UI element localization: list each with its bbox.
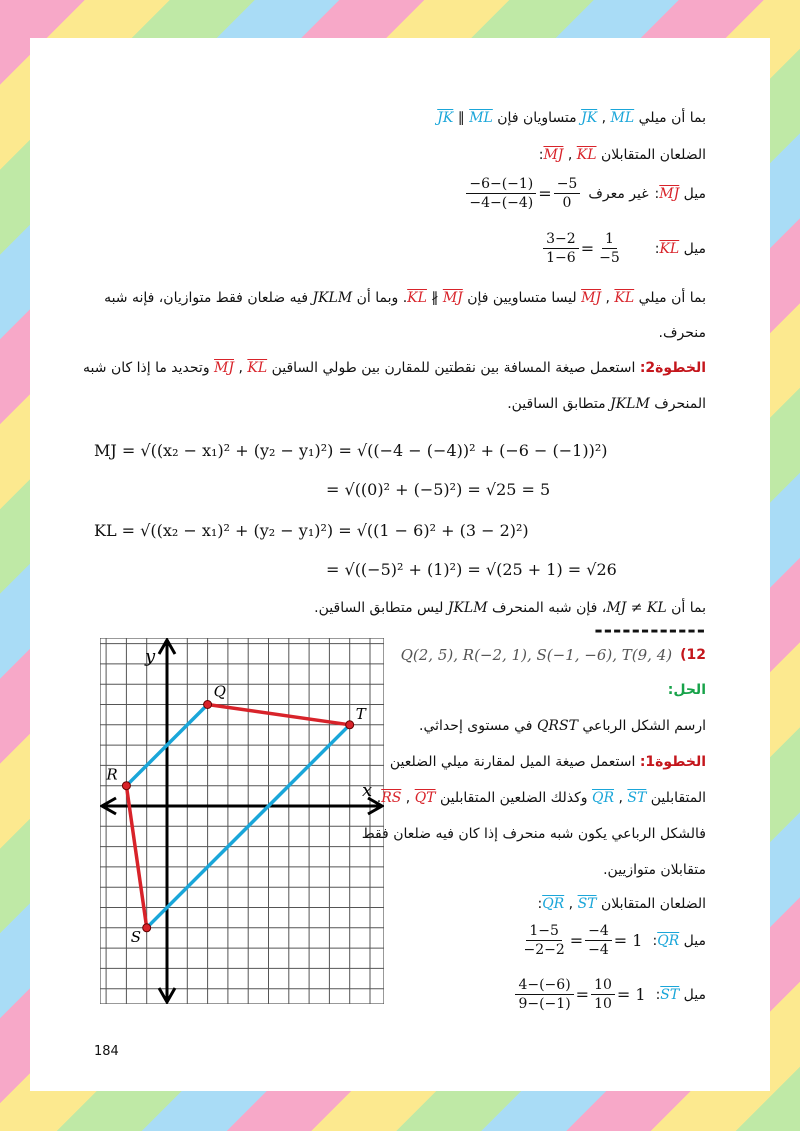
slope-qr: ميل QR: $\frac{1-5}{-2-2}$ = $\frac{-4}{-4}$ = 1 <box>523 923 706 958</box>
label-r: R <box>106 765 118 784</box>
right-line-6: الضلعان المتقابلان QR , ST: <box>537 896 706 912</box>
text-line-5: بما أن ميلي MJ , KL ليسا متساويين فإن KL ∦ MJ. وبما أن JKLM فيه ضلعان فقط متوازيان، فإنه شبه <box>104 290 706 306</box>
text-line-2: الضلعان المتقابلان MJ , KL: <box>538 147 706 163</box>
question-12: Q(2, 5), R(−2, 1), S(−1, −6), T(9, 4) (12 <box>400 646 706 664</box>
point-labels <box>105 646 372 946</box>
grid <box>100 638 384 1004</box>
page <box>30 38 770 1091</box>
equation-kl-result: = √((−5)² + (1)²) = √(25 + 1) = √26 <box>326 560 617 579</box>
x-axis-label: x <box>362 780 373 801</box>
y-axis-label: y <box>145 646 156 667</box>
slope-kl: ميل KL: $\frac{3-2}{1-6}$ = $\frac{1}{-5}$ <box>541 230 706 267</box>
right-step1: الخطوة1: استعمل صيغة الميل لمقارنة ميلي الضلعين <box>389 754 706 770</box>
quadrilateral-qrst <box>122 701 353 932</box>
right-line-3: المتقابلين QR , ST وكذلك الضلعين المتقابلين RS , QT. <box>376 790 706 806</box>
separator-dashes: ------------ <box>594 618 706 642</box>
label-s: S <box>130 927 141 946</box>
label-q: Q <box>213 682 226 701</box>
point-r <box>122 782 130 790</box>
equation-mj-result: = √((0)² + (−5)²) = √25 = 5 <box>326 480 551 499</box>
point-s <box>143 924 151 932</box>
segment-qt <box>208 705 350 725</box>
right-line-1: ارسم الشكل الرباعي QRST في مستوى إحداثي. <box>419 718 706 734</box>
point-q <box>204 701 212 709</box>
label-t: T <box>355 704 366 723</box>
grid-border <box>100 638 384 1004</box>
page-number: 184 <box>94 1044 119 1059</box>
equation-mj: MJ = √((x₂ − x₁)² + (y₂ − y₁)²) = √((−4 − (−4))² + (−6 − (−1))²) <box>94 441 608 460</box>
slope-st: ميل ST: $\frac{4-(-6)}{9-(-1)}$ = $\frac{10}{10}$ = 1 <box>513 976 706 1013</box>
solution-label: الحل: <box>667 682 706 698</box>
right-line-4: فالشكل الرباعي يكون شبه منحرف إذا كان فيه ضلعان فقط <box>361 826 706 842</box>
equation-kl: KL = √((x₂ − x₁)² + (y₂ − y₁)²) = √((1 − 6)² + (3 − 2)²) <box>94 521 529 540</box>
coordinate-graph <box>100 638 384 1004</box>
point-t <box>346 721 354 729</box>
text-line-1: بما أن ميلي JK , ML متساويان فإن JK ∥ ML <box>437 110 706 126</box>
conclusion-line: بما أن MJ ≠ KL، فإن شبه المنحرف JKLM ليس متطابق الساقين. <box>314 600 706 616</box>
slope-mj: ميل MJ: غير معرف $\frac{-6-(-1)}{-4-(-4)}$ = $\frac{-5}{0}$ <box>464 175 706 212</box>
text-line-6: منحرف. <box>658 325 706 341</box>
text-line-8: المنحرف JKLM متطابق الساقين. <box>507 396 706 412</box>
step2-line: الخطوة2: استعمل صيغة المسافة بين نقطتين للمقارن بين طولي الساقين MJ , KL وتحديد ما إذا كان شبه <box>83 360 706 376</box>
right-line-5: متقابلان متوازيين. <box>603 862 706 878</box>
